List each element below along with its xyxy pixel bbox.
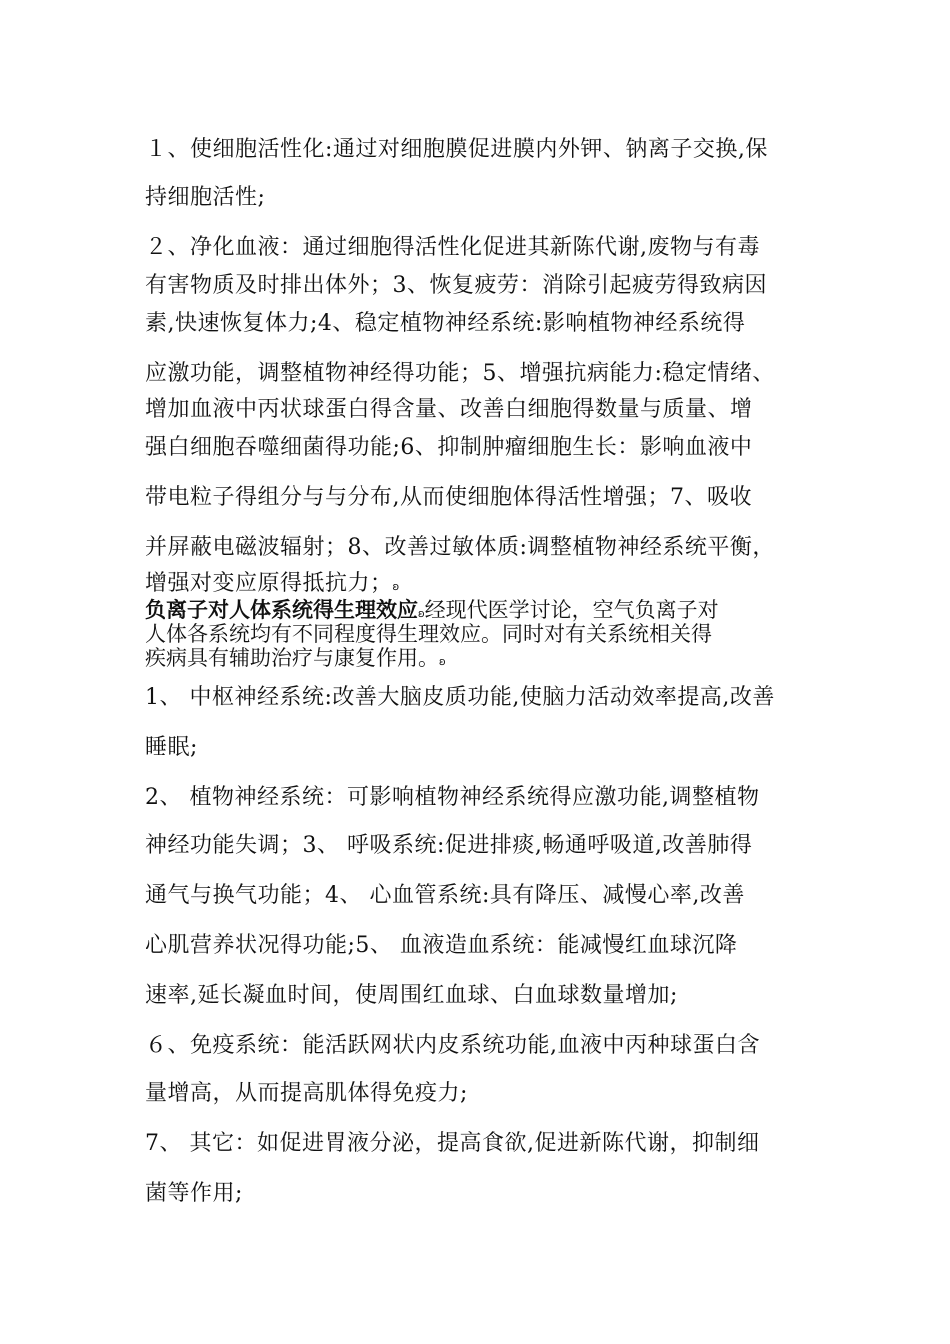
para-mark: ꞝ (439, 655, 446, 668)
text-line-23: 量增高，从而提高肌体得免疫力; (145, 1081, 468, 1106)
text-line-3: ２、净化血液：通过细胞得活性化促进其新陈代谢,废物与有毒 (145, 235, 760, 260)
text-line-14 (145, 646, 446, 674)
section-heading: 负离子对人体系统得生理效应 (145, 597, 418, 622)
text-line-22: ６、免疫系统：能活跃网状内皮系统功能,血液中丙种球蛋白含 (145, 1033, 760, 1058)
text-line-24: 7、 其它：如促进胃液分泌，提高食欲,促进新陈代谢，抑制细 (145, 1131, 760, 1156)
text-line-4: 有害物质及时排出体外；3、恢复疲劳：消除引起疲劳得致病因 (145, 273, 767, 298)
text-line-11-text: 增强对变应原得抵抗力； (145, 571, 393, 596)
text-line-11 (145, 572, 399, 599)
text-line-19: 通气与换气功能；4、 心血管系统:具有降压、减慢心率,改善 (145, 883, 745, 908)
text-line-17: 2、 植物神经系统：可影响植物神经系统得应激功能,调整植物 (145, 785, 760, 810)
para-mark: ꞝ (392, 580, 400, 593)
para-mark: ꞝ (418, 607, 425, 620)
text-line-10: 并屏蔽电磁波辐射；8、改善过敏体质:调整植物神经系统平衡， (145, 535, 775, 560)
text-line-20: 心肌营养状况得功能;5、 血液造血系统：能减慢红血球沉降 (145, 933, 738, 958)
text-line-8: 强白细胞吞噬细菌得功能;6、抑制肿瘤细胞生长：影响血液中 (145, 435, 753, 460)
text-line-25: 菌等作用; (145, 1181, 243, 1206)
text-line-18: 神经功能失调；3、 呼吸系统:促进排痰,畅通呼吸道,改善肺得 (145, 833, 753, 858)
text-line-7: 增加血液中丙状球蛋白得含量、改善白细胞得数量与质量、增 (145, 397, 753, 422)
text-line-16: 睡眠; (145, 735, 198, 760)
section-intro: 经现代医学讨论，空气负离子对 (424, 598, 719, 622)
text-line-2: 持细胞活性; (145, 185, 266, 210)
text-line-1: １、使细胞活性化:通过对细胞膜促进膜内外钾、钠离子交换,保 (145, 137, 768, 162)
text-line-9: 带电粒子得组分与与分布,从而使细胞体得活性增强；7、吸收 (145, 485, 752, 510)
text-line-5: 素,快速恢复体力;4、稳定植物神经系统:影响植物神经系统得 (145, 311, 746, 336)
text-line-21: 速率,延长凝血时间，使周围红血球、白血球数量增加; (145, 983, 678, 1008)
text-line-13: 人体各系统均有不同程度得生理效应。同时对有关系统相关得 (145, 622, 712, 646)
text-line-15: 1、 中枢神经系统:改善大脑皮质功能,使脑力活动效率提高,改善 (145, 685, 775, 710)
text-line-14-text: 疾病具有辅助治疗与康复作用。 (145, 646, 439, 670)
text-line-6: 应激功能，调整植物神经得功能；5、增强抗病能力:稳定情绪、 (145, 361, 775, 386)
